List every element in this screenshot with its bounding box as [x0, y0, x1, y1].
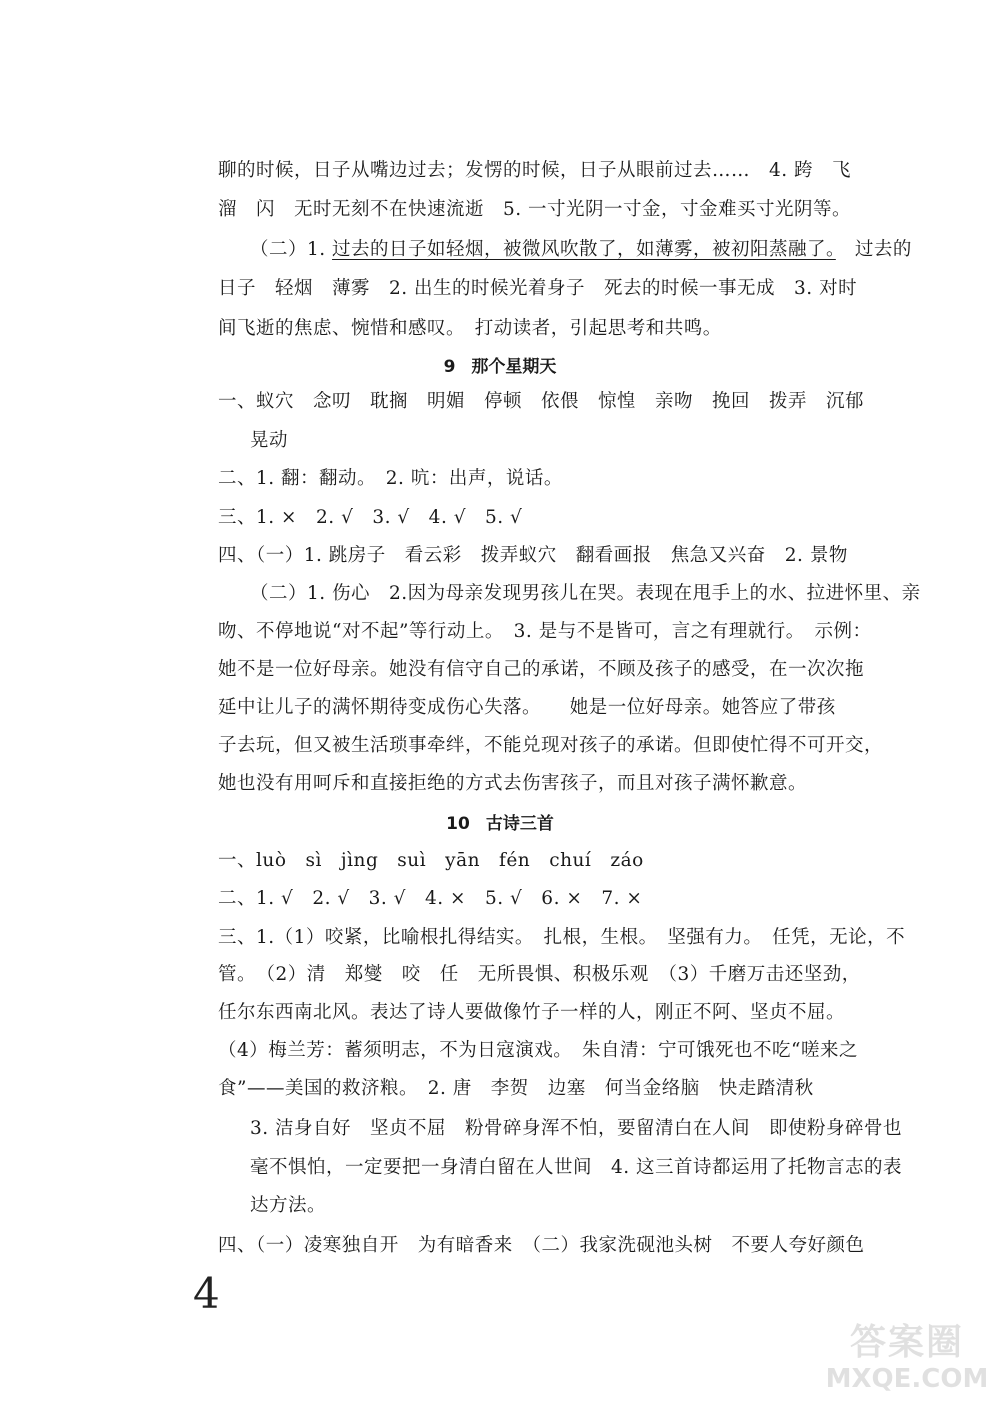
- text-line: 一、luò sì jìng suì yān fén chuí záo: [218, 850, 644, 871]
- watermark-url: MXQE.COM: [825, 1364, 989, 1394]
- text-line: 四、（一）凌寒独自开 为有暗香来 （二）我家洗砚池头树 不要人夸好颜色: [218, 1235, 865, 1256]
- text-line: 三、1. × 2. √ 3. √ 4. √ 5. √: [218, 507, 523, 528]
- text-line: 任尔东西南北风。表达了诗人要做像竹子一样的人，刚正不阿、坚贞不屈。: [218, 1002, 846, 1023]
- text-line: [250, 237, 912, 263]
- lesson-title: 那个星期天: [471, 357, 557, 377]
- text-line: 延中让儿子的满怀期待变成伤心失落。 她是一位好母亲。她答应了带孩: [218, 697, 836, 718]
- text-line: 吻、不停地说“对不起”等行动上。 3. 是与不是皆可，言之有理就行。 示例：: [218, 621, 872, 642]
- text-line: 毫不惧怕，一定要把一身清白留在人世间 4. 这三首诗都运用了托物言志的表: [250, 1157, 903, 1178]
- section-heading: [0, 811, 1000, 837]
- text-line: 达方法。: [250, 1195, 327, 1216]
- text-line: 二、1. √ 2. √ 3. √ 4. × 5. √ 6. × 7. ×: [218, 888, 643, 909]
- underlined-sentence: 过去的日子如轻烟，被微风吹散了，如薄雾，被初阳蒸融了。: [332, 239, 836, 260]
- watermark-text: 答案圈: [849, 1322, 964, 1363]
- text-line: 晃动: [250, 430, 289, 451]
- text-segment: 过去的: [835, 239, 912, 260]
- text-line: 她也没有用呵斥和直接拒绝的方式去伤害孩子，而且对孩子满怀歉意。: [218, 773, 808, 794]
- text-line: 间飞逝的焦虑、惋惜和感叹。 打动读者，引起思考和共鸣。: [218, 318, 722, 339]
- text-segment: （二）1.: [250, 239, 333, 260]
- text-line: 她不是一位好母亲。她没有信守自己的承诺，不顾及孩子的感受，在一次次拖: [218, 659, 865, 680]
- lesson-number: 10: [446, 814, 470, 834]
- text-line: 二、1. 翻：翻动。 2. 吭：出声，说话。: [218, 468, 563, 489]
- text-line: 三、1.（1）咬紧，比喻根扎得结实。 扎根，生根。 坚强有力。 任凭，无论，不: [218, 927, 906, 948]
- text-line: 溜 闪 无时无刻不在快速流逝 5. 一寸光阴一寸金，寸金难买寸光阴等。: [218, 199, 852, 220]
- text-line: （4）梅兰芳：蓄须明志，不为日寇演戏。 朱自清：宁可饿死也不吃“嗟来之: [218, 1040, 858, 1061]
- text-line: 3. 洁身自好 坚贞不屈 粉骨碎身浑不怕，要留清白在人间 即使粉身碎骨也: [250, 1118, 903, 1139]
- text-line: 子去玩，但又被生活琐事牵绊，不能兑现对孩子的承诺。但即使忙得不可开交，: [218, 735, 884, 756]
- section-heading: [0, 354, 1000, 380]
- lesson-number: 9: [443, 357, 456, 377]
- lesson-title: 古诗三首: [485, 814, 554, 834]
- text-line: （二）1. 伤心 2.因为母亲发现男孩儿在哭。表现在甩手上的水、拉进怀里、亲: [250, 583, 921, 604]
- text-line: 聊的时候，日子从嘴边过去；发愣的时候，日子从眼前过去…… 4. 跨 飞: [218, 160, 852, 181]
- text-line: 管。 （2）清 郑燮 咬 任 无所畏惧、积极乐观 （3）千磨万击还坚劲，: [218, 964, 861, 985]
- text-line: 食”——美国的救济粮。 2. 唐 李贺 边塞 何当金络脑 快走踏清秋: [218, 1078, 814, 1099]
- text-line: 一、蚁穴 念叨 耽搁 明媚 停顿 依偎 惊惶 亲吻 挽回 拨弄 沉郁: [218, 391, 865, 412]
- text-line: 四、（一）1. 跳房子 看云彩 拨弄蚁穴 翻看画报 焦急又兴奋 2. 景物: [218, 545, 848, 566]
- watermark-logo: [822, 1322, 992, 1400]
- page-number: 4: [193, 1269, 220, 1318]
- text-line: 日子 轻烟 薄雾 2. 出生的时候光着身子 死去的时候一事无成 3. 对时: [218, 278, 858, 299]
